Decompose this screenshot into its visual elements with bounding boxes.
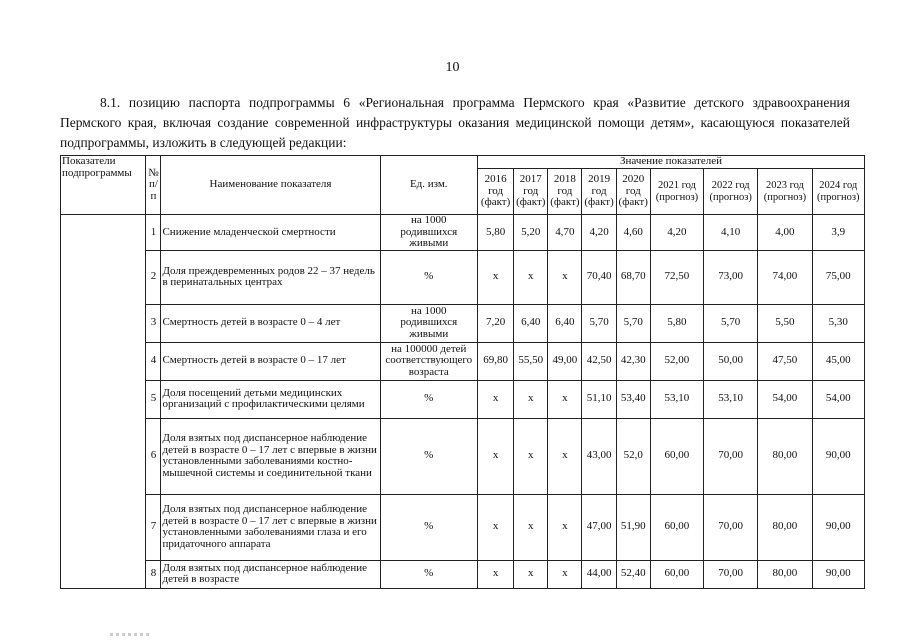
value-cell: 80,00	[758, 560, 812, 588]
value-cell: 73,00	[704, 250, 758, 304]
row-number: 4	[146, 342, 161, 380]
intro-text: 8.1. позицию паспорта подпрограммы 6 «Региональная программа Пермского края «Развитие детского здравоохранения Пермского края, включая создание современной инфраструктуры оказания медицинской помощи детям», касающуюся показателей подпрограммы, изложить в следующей редакции:	[60, 95, 850, 150]
header-year-line: (факт)	[516, 196, 546, 209]
header-year	[650, 169, 703, 215]
row-number: 2	[146, 250, 161, 304]
header-year	[758, 169, 812, 215]
value-cell: 4,10	[704, 215, 758, 251]
header-unit: Ед. изм.	[380, 156, 477, 215]
value-cell: 51,90	[616, 494, 650, 560]
header-year	[514, 169, 548, 215]
value-cell: 44,00	[582, 560, 616, 588]
header-year-line: (прогноз)	[655, 191, 699, 203]
header-num: № п/п	[146, 156, 161, 215]
value-cell: 5,50	[758, 304, 812, 342]
table-row	[61, 418, 865, 494]
value-cell: 60,00	[650, 494, 703, 560]
value-cell: 3,9	[812, 215, 864, 251]
row-number: 8	[146, 560, 161, 588]
header-year-line: год	[591, 184, 607, 197]
value-cell: х	[548, 380, 582, 418]
header-year	[582, 169, 616, 215]
header-year-line: (факт)	[480, 196, 511, 209]
value-cell: 69,80	[478, 342, 514, 380]
value-cell: 80,00	[758, 418, 812, 494]
indicator-name: Доля посещений детьми медицинских организаций с профилактическими целями	[161, 380, 380, 418]
value-cell: 70,00	[704, 494, 758, 560]
header-year-line: (факт)	[584, 196, 614, 209]
header-year-line: год	[625, 184, 641, 197]
table-body	[61, 215, 865, 589]
header-name: Наименование показателя	[161, 156, 380, 215]
value-cell: х	[514, 560, 548, 588]
value-cell: х	[478, 250, 514, 304]
value-cell: 4,20	[582, 215, 616, 251]
header-year-line: год	[488, 184, 504, 197]
header-year	[812, 169, 864, 215]
value-cell: 75,00	[812, 250, 864, 304]
value-cell: 70,40	[582, 250, 616, 304]
indicator-name: Доля преждевременных родов 22 – 37 недель в перинатальных центрах	[161, 250, 380, 304]
value-cell: х	[478, 418, 514, 494]
value-cell: 52,0	[616, 418, 650, 494]
value-cell: 90,00	[812, 494, 864, 560]
header-year-line: 2017	[519, 173, 542, 186]
value-cell: 5,80	[650, 304, 703, 342]
row-number: 7	[146, 494, 161, 560]
value-cell: х	[478, 494, 514, 560]
header-year-line: (прогноз)	[709, 191, 752, 203]
indicator-name: Доля взятых под диспансерное наблюдение детей в возрасте 0 – 17 лет с впервые в жизни установленными заболеваниями костно-мышечной системы и соединительной ткани	[161, 418, 380, 494]
header-year-line: 2019	[588, 173, 611, 186]
value-cell: 53,10	[704, 380, 758, 418]
header-year-line: 2022 год	[711, 180, 750, 191]
value-cell: х	[548, 418, 582, 494]
header-year-line: 2020	[622, 173, 645, 186]
indicator-name: Доля взятых под диспансерное наблюдение детей в возрасте	[161, 560, 380, 588]
value-cell: х	[514, 380, 548, 418]
row-number: 6	[146, 418, 161, 494]
value-cell: 52,40	[616, 560, 650, 588]
value-cell: 43,00	[582, 418, 616, 494]
table-row	[61, 304, 865, 342]
value-cell: х	[514, 250, 548, 304]
value-cell: 45,00	[812, 342, 864, 380]
value-cell: х	[514, 418, 548, 494]
value-cell: х	[514, 494, 548, 560]
table-header	[61, 156, 865, 215]
value-cell: 53,40	[616, 380, 650, 418]
header-year-line: (прогноз)	[763, 191, 807, 203]
header-year	[548, 169, 582, 215]
row-number: 5	[146, 380, 161, 418]
unit-cell: %	[380, 418, 477, 494]
table-row	[61, 494, 865, 560]
unit-cell: на 1000 родившихся живыми	[380, 304, 477, 342]
header-year	[478, 169, 514, 215]
value-cell: 70,00	[704, 418, 758, 494]
header-year-line: (прогноз)	[817, 191, 860, 203]
value-cell: х	[548, 560, 582, 588]
value-cell: х	[478, 560, 514, 588]
value-cell: 4,60	[616, 215, 650, 251]
value-cell: 47,50	[758, 342, 812, 380]
scan-artifact	[110, 633, 150, 636]
page-number: 10	[445, 60, 460, 75]
unit-cell: на 100000 детей соответствующего возраста	[380, 342, 477, 380]
value-cell: 54,00	[758, 380, 812, 418]
indicator-name: Снижение младенческой смертности	[161, 215, 380, 251]
header-year-line: год	[523, 184, 539, 197]
header-values-group: Значение показателей	[478, 156, 865, 169]
indicator-name: Доля взятых под диспансерное наблюдение детей в возрасте 0 – 17 лет с впервые в жизни установленными заболеваниями глаза и его придаточного аппарата	[161, 494, 380, 560]
value-cell: 54,00	[812, 380, 864, 418]
value-cell: 50,00	[704, 342, 758, 380]
value-cell: 47,00	[582, 494, 616, 560]
header-year-line: 2021 год	[657, 180, 696, 191]
unit-cell: %	[380, 560, 477, 588]
value-cell: 68,70	[616, 250, 650, 304]
value-cell: 5,80	[478, 215, 514, 251]
value-cell: 60,00	[650, 418, 703, 494]
table-row	[61, 560, 865, 588]
value-cell: 53,10	[650, 380, 703, 418]
indicator-name: Смертность детей в возрасте 0 – 17 лет	[161, 342, 380, 380]
value-cell: 72,50	[650, 250, 703, 304]
value-cell: 4,70	[548, 215, 582, 251]
value-cell: 80,00	[758, 494, 812, 560]
header-year-line: год	[557, 184, 573, 197]
value-cell: 90,00	[812, 418, 864, 494]
value-cell: 4,00	[758, 215, 812, 251]
value-cell: 6,40	[514, 304, 548, 342]
value-cell: 60,00	[650, 560, 703, 588]
table-row	[61, 380, 865, 418]
value-cell: 5,20	[514, 215, 548, 251]
value-cell: 90,00	[812, 560, 864, 588]
value-cell: 74,00	[758, 250, 812, 304]
header-year	[704, 169, 758, 215]
table-row	[61, 342, 865, 380]
unit-cell: %	[380, 380, 477, 418]
indicators-group-cell	[61, 215, 146, 589]
value-cell: 52,00	[650, 342, 703, 380]
row-number: 3	[146, 304, 161, 342]
value-cell: 70,00	[704, 560, 758, 588]
header-indicators: Показатели подпрограммы	[61, 156, 146, 215]
header-year	[616, 169, 650, 215]
header-year-line: 2016	[484, 173, 507, 186]
unit-cell: %	[380, 494, 477, 560]
indicator-name: Смертность детей в возрасте 0 – 4 лет	[161, 304, 380, 342]
table-row	[61, 215, 865, 251]
value-cell: х	[548, 250, 582, 304]
value-cell: 42,50	[582, 342, 616, 380]
table-row	[61, 250, 865, 304]
intro-paragraph	[60, 93, 850, 153]
value-cell: 4,20	[650, 215, 703, 251]
header-year-line: 2023 год	[765, 180, 804, 191]
value-cell: 51,10	[582, 380, 616, 418]
value-cell: х	[548, 494, 582, 560]
value-cell: 7,20	[478, 304, 514, 342]
header-year-line: (факт)	[618, 196, 648, 209]
value-cell: х	[478, 380, 514, 418]
value-cell: 5,30	[812, 304, 864, 342]
value-cell: 49,00	[548, 342, 582, 380]
value-cell: 6,40	[548, 304, 582, 342]
value-cell: 5,70	[616, 304, 650, 342]
indicators-table	[60, 155, 865, 589]
value-cell: 55,50	[514, 342, 548, 380]
value-cell: 5,70	[704, 304, 758, 342]
header-year-line: 2024 год	[819, 180, 858, 191]
unit-cell: на 1000 родившихся живыми	[380, 215, 477, 251]
row-number: 1	[146, 215, 161, 251]
header-year-line: 2018	[553, 173, 576, 186]
unit-cell: %	[380, 250, 477, 304]
value-cell: 5,70	[582, 304, 616, 342]
value-cell: 42,30	[616, 342, 650, 380]
header-year-line: (факт)	[550, 196, 580, 209]
